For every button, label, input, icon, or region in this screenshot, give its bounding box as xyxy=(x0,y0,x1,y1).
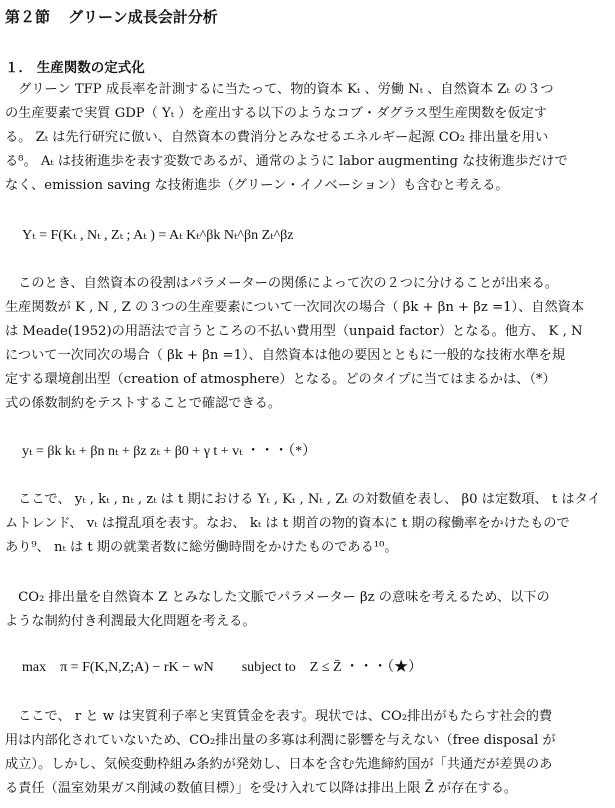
para2-line: 式の係数制約をテストすることで確認できる。 xyxy=(5,396,282,411)
para1-line: なく、emission saving な技術進歩（グリーン・イノベーション）も含むと考える。 xyxy=(5,178,509,193)
para5-line: ここで、 r と w は実質利子率と実質賃金を表す。現状では、CO₂排出がもたらす社会的費 xyxy=(5,709,553,724)
profit-maximization-equation: max π = F(K,N,Z;A) − rK − wN subject to Z ≤ Z̄ ・・・（★） xyxy=(22,660,423,675)
para3-line: ここで、 yₜ , kₜ , nₜ , zₜ は t 期における Yₜ , Kₜ , Nₜ , Zₜ の対数値を表し、 β0 は定数項、 t はタイ xyxy=(5,492,601,507)
para1-line: る⁸。 Aₜ は技術進歩を表す変数であるが、通常のように labor augmenting な技術進歩だけで xyxy=(5,154,568,169)
para1-line: グリーン TFP 成長率を計測するに当たって、物的資本 Kₜ 、労働 Nₜ 、自然資本 Zₜ の３つ xyxy=(5,82,554,97)
para2-line: 生産関数が K , N , Z の３つの生産要素について一次同次の場合（ βk + βn + βz =1）、自然資本 xyxy=(5,300,585,315)
para2-line: について一次同次の場合（ βk + βn =1）、自然資本は他の要因とともに一般的な技術水準を規 xyxy=(5,348,566,363)
para1-line: る。 Zₜ は先行研究に倣い、自然資本の費消分とみなせるエネルギー起源 CO₂ 排出量を用い xyxy=(5,130,549,145)
para5-line: 成立）。しかし、気候変動枠組み条約が発効し、日本を含む先進締約国が「共通だが差異のあ xyxy=(5,757,553,772)
para2-line: は Meade(1952)の用語法で言うところの不払い費用型（unpaid factor）となる。他方、 K , N xyxy=(5,324,583,339)
para5-line: 用は内部化されていないため、CO₂排出量の多寡は利潤に影響を与えない（free disposal が xyxy=(5,733,556,748)
para3-line: あり⁹、 nₜ は t 期の就業者数に総労働時間をかけたものである¹⁰。 xyxy=(5,540,398,555)
para4-line: ような制約付き利潤最大化問題を考える。 xyxy=(5,614,256,629)
subsection-title: 生産関数の定式化 xyxy=(36,60,145,76)
section-heading xyxy=(5,6,218,28)
para5-line: る責任（温室効果ガス削減の数値目標）」を受け入れて以降は排出上限 Z̄ が存在する。 xyxy=(5,781,518,796)
section-title: グリーン成長会計分析 xyxy=(68,8,218,26)
section-number: 第２節 xyxy=(5,8,51,26)
para1-line: の生産要素で実質 GDP（ Yₜ ）を産出する以下のようなコブ・ダグラス型生産関数を仮定す xyxy=(5,106,548,121)
regression-equation: yₜ = βk kₜ + βn nₜ + βz zₜ + β0 + γ t + vₜ ・・・（*） xyxy=(22,444,317,459)
para2-line: 定する環境創出型（creation of atmosphere）となる。どのタイプに当てはまるかは、（*） xyxy=(5,372,556,387)
para3-line: ムトレンド、 vₜ は撹乱項を表す。なお、 kₜ は t 期首の物的資本に t 期の稼働率をかけたもので xyxy=(5,516,570,531)
para4-line: CO₂ 排出量を自然資本 Z とみなした文脈でパラメーター βz の意味を考えるため、以下の xyxy=(5,590,550,605)
subsection-number: １． xyxy=(5,60,32,76)
subsection-heading xyxy=(5,58,145,78)
production-function-equation: Yₜ = F(Kₜ , Nₜ , Zₜ ; Aₜ ) = Aₜ Kₜ^βk Nₜ^βn Zₜ^βz xyxy=(22,228,294,243)
para2-line: このとき、自然資本の役割はパラメーターの関係によって次の２つに分けることが出来る。 xyxy=(5,276,558,291)
